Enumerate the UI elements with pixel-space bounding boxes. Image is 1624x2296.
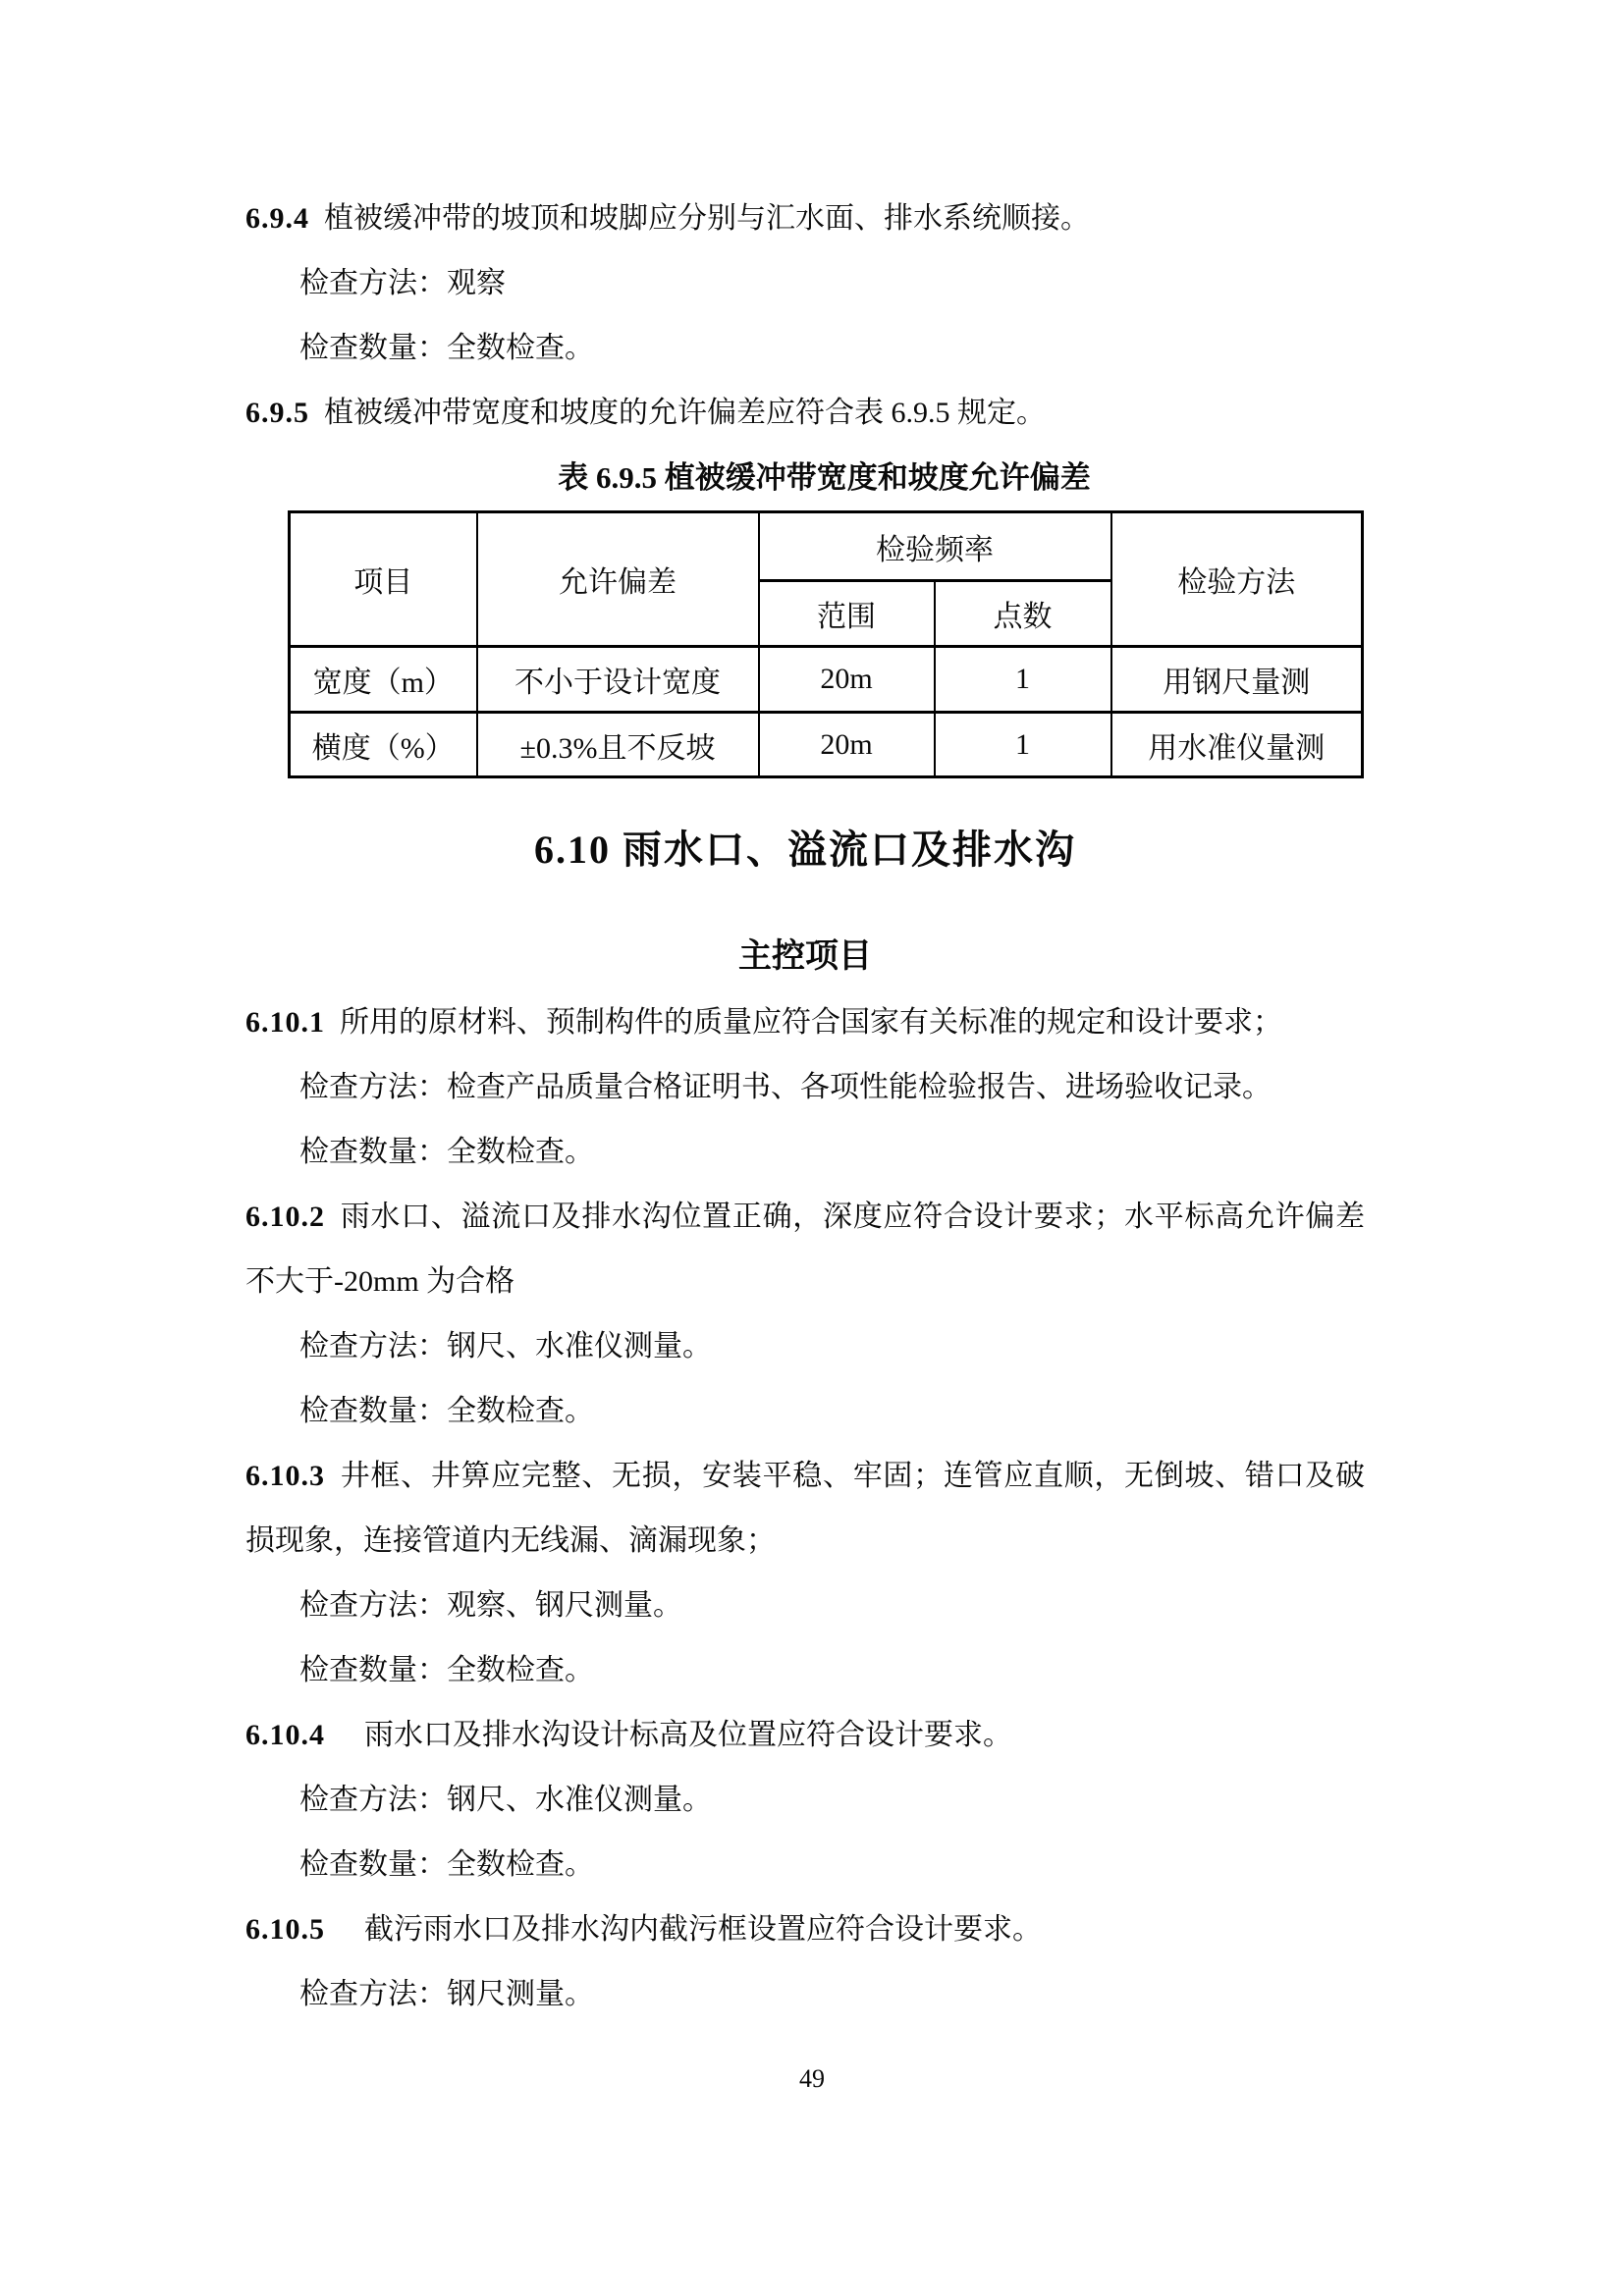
inspection-quantity-line: 检查数量：全数检查。 <box>299 1136 594 1168</box>
header-cell-method: 检验方法 <box>1111 512 1363 647</box>
clause-6-10-5 <box>245 1897 1365 1962</box>
cell-range: 20m <box>759 713 935 777</box>
cell-points: 1 <box>935 647 1111 713</box>
tolerance-table <box>288 510 1364 778</box>
clause-6-9-5 <box>245 381 1365 446</box>
cell-points: 1 <box>935 713 1111 777</box>
inspection-quantity-line: 检查数量：全数检查。 <box>299 1654 594 1686</box>
clause-text: 植被缓冲带的坡顶和坡脚应分别与汇水面、排水系统顺接。 <box>324 202 1090 235</box>
table-header-row <box>290 512 1363 581</box>
cell-item: 宽度（m） <box>290 647 477 713</box>
clause-6-10-2 <box>245 1185 1365 1314</box>
inspection-method-line: 检查方法：钢尺、水准仪测量。 <box>299 1330 712 1362</box>
inspection-method-line: 检查方法：钢尺、水准仪测量。 <box>299 1784 712 1816</box>
clause-text: 截污雨水口及排水沟内截污框设置应符合设计要求。 <box>364 1913 1042 1946</box>
inspection-quantity-line: 检查数量：全数检查。 <box>299 1395 594 1427</box>
clause-number: 6.10.5 <box>245 1913 325 1946</box>
clause-number: 6.9.5 <box>245 397 309 429</box>
cell-item: 横度（%） <box>290 713 477 777</box>
cell-method: 用水准仪量测 <box>1111 713 1363 777</box>
page-content <box>245 187 1365 2027</box>
header-cell-range: 范围 <box>759 581 935 647</box>
cell-range: 20m <box>759 647 935 713</box>
inspection-quantity-line: 检查数量：全数检查。 <box>299 332 594 364</box>
cell-tolerance: ±0.3%且不反坡 <box>477 713 759 777</box>
clause-6-10-3 <box>245 1444 1365 1574</box>
clause-number: 6.10.3 <box>245 1460 325 1492</box>
header-cell-item: 项目 <box>290 512 477 647</box>
clause-6-9-4 <box>245 187 1365 251</box>
table-row <box>290 647 1363 713</box>
clause-text: 雨水口及排水沟设计标高及位置应符合设计要求。 <box>364 1719 1012 1751</box>
header-cell-tolerance: 允许偏差 <box>477 512 759 647</box>
clause-6-10-4 <box>245 1703 1365 1768</box>
cell-method: 用钢尺量测 <box>1111 647 1363 713</box>
inspection-method-line: 检查方法：钢尺测量。 <box>299 1978 594 2010</box>
clause-6-10-1 <box>245 990 1365 1055</box>
section-heading: 6.10 雨水口、溢流口及排水沟 <box>534 828 1076 872</box>
table-title: 表 6.9.5 植被缓冲带宽度和坡度允许偏差 <box>558 460 1091 495</box>
clause-text: 雨水口、溢流口及排水沟位置正确，深度应符合设计要求；水平标高允许偏差不大于-20mm 为合格 <box>245 1201 1365 1298</box>
inspection-method-line: 检查方法：检查产品质量合格证明书、各项性能检验报告、进场验收记录。 <box>299 1071 1272 1103</box>
section-subheading: 主控项目 <box>738 938 872 975</box>
header-cell-frequency: 检验频率 <box>759 512 1111 581</box>
clause-number: 6.10.1 <box>245 1006 325 1039</box>
inspection-method-line: 检查方法：观察、钢尺测量。 <box>299 1589 682 1622</box>
inspection-method-line: 检查方法：观察 <box>299 267 506 299</box>
clause-text: 所用的原材料、预制构件的质量应符合国家有关标准的规定和设计要求； <box>340 1006 1282 1039</box>
clause-text: 植被缓冲带宽度和坡度的允许偏差应符合表 6.9.5 规定。 <box>324 397 1046 429</box>
clause-number: 6.10.4 <box>245 1719 325 1751</box>
inspection-quantity-line: 检查数量：全数检查。 <box>299 1848 594 1881</box>
page-number: 49 <box>799 2064 825 2093</box>
cell-tolerance: 不小于设计宽度 <box>477 647 759 713</box>
clause-number: 6.10.2 <box>245 1201 325 1233</box>
clause-number: 6.9.4 <box>245 202 309 235</box>
clause-text: 井框、井箅应完整、无损，安装平稳、牢固；连管应直顺，无倒坡、错口及破损现象，连接管道内无线漏、滴漏现象； <box>245 1460 1365 1557</box>
header-cell-points: 点数 <box>935 581 1111 647</box>
table-row <box>290 713 1363 777</box>
